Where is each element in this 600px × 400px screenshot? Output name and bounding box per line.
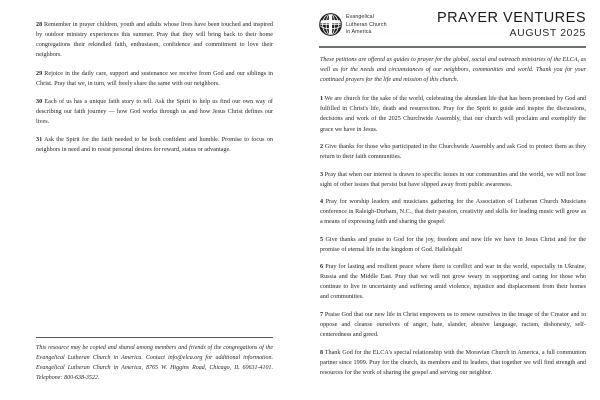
footer-divider bbox=[36, 337, 273, 338]
entry-number: 5 bbox=[320, 236, 324, 243]
entry-number: 7 bbox=[320, 311, 324, 318]
entry-number: 8 bbox=[320, 349, 324, 356]
footer-text: This resource may be copied and shared among members and friends of the congregations of the Evangelical Lutheran Church in America. Contact info@elca.org for additional information. Evangelical Lutheran Church in America, 8765 W. Higgins Road, Chicago, IL 60631-4101. Telephone: 800-638-3522. bbox=[36, 345, 273, 382]
entry-number: 3 bbox=[320, 171, 324, 178]
entry-text: Remember in prayer children, youth and adults whose lives have been touched and inspired by outdoor ministry experiences this summer. Pray that they will bring back to their home congregations their rekindled faith, enthusiasm, confidence and commitment to love their neighbors. bbox=[36, 22, 273, 59]
entry-number: 6 bbox=[320, 264, 324, 271]
elca-cross-globe-logo bbox=[319, 13, 342, 36]
entry-number: 4 bbox=[320, 199, 324, 206]
entry-text: Pray for worship leaders and musicians gathering for the Association of Lutheran Church Musicians conference in Raleigh-Durham, N.C., that their passion, creativity and skills for leading music will grow as a means of expressing faith and sharing the gospel. bbox=[320, 199, 587, 226]
prayer-entry bbox=[320, 235, 586, 255]
entry-number: 29 bbox=[36, 70, 43, 77]
entry-text: We are church for the sake of the world, celebrating the abundant life that has been promised by God and fulfilled in Christ's life, death and resurrection. Pray for the Spirit to guide and inspire the discussions, decisions and work of the 2025 Churchwide Assembly, that our church will proclaim and exemplify the grace we have in Jesus. bbox=[320, 96, 586, 133]
right-page-entry-list bbox=[320, 94, 586, 377]
prayer-entry bbox=[320, 310, 586, 340]
elca-brand bbox=[319, 11, 387, 37]
entry-number: 28 bbox=[36, 22, 43, 29]
brand-line: Lutheran Church bbox=[346, 21, 387, 28]
entry-text: Each of us has a unique faith story to tell. Ask the Spirit to help us find our own way of describing our faith journey — how God works through us and how Jesus Christ defines our lives. bbox=[36, 98, 273, 125]
left-page bbox=[0, 0, 290, 400]
brand-line: Evangelical bbox=[346, 14, 374, 20]
prayer-entry bbox=[36, 20, 273, 60]
prayer-entry bbox=[320, 348, 586, 378]
prayer-entry bbox=[36, 97, 273, 127]
page-gutter bbox=[290, 0, 310, 400]
entry-number: 1 bbox=[320, 96, 324, 103]
entry-text: Pray that when our interest is drawn to specific issues in our communities and the world, we will not lose sight of other issues that persist but have slipped away from public awareness. bbox=[320, 171, 586, 188]
header-divider bbox=[319, 46, 586, 48]
prayer-entry bbox=[36, 69, 273, 89]
entry-text: Give thanks and praise to God for the joy, freedom and new life we have in Jesus Christ and for the promise of eternal life in the kingdom of God. Hallelujah! bbox=[320, 236, 586, 253]
title-block bbox=[437, 11, 588, 39]
prayer-entry bbox=[320, 170, 586, 190]
page-title: PRAYER VENTURES bbox=[436, 10, 586, 26]
entry-number: 31 bbox=[36, 136, 43, 143]
brand-wordmark bbox=[346, 13, 387, 37]
entry-number: 2 bbox=[320, 144, 324, 151]
prayer-entry bbox=[320, 197, 586, 227]
prayer-entry bbox=[36, 135, 273, 155]
entry-text: Give thanks for those who participated in the Churchwide Assembly and ask God to protect them as they return to their faith communities. bbox=[320, 144, 586, 161]
entry-text: Rejoice in the daily care, support and sustenance we receive from God and our siblings in Christ. Pray that we, in turn, will freely share the same with our neighbors. bbox=[36, 70, 273, 87]
prayer-entry bbox=[320, 94, 586, 134]
brand-line: in America bbox=[346, 29, 372, 36]
copyright-footer bbox=[36, 337, 273, 390]
prayer-entry bbox=[320, 142, 586, 162]
intro-paragraph: These petitions are offered as guides to prayer for the global, social and outreach ministries of the ELCA, as well as for the needs and circumstances of our neighbors, communities and world. Thank you for your continued prayers for the life and mission of this church. bbox=[320, 56, 586, 83]
entry-text: Thank God for the ELCA's special relationship with the Moravian Church in America, a full communion partner since 1999. Pray for the church, its members and its leaders, that together we will find strength and resources for the work of sharing the gospel and serving our neighbor. bbox=[320, 349, 586, 376]
entry-number: 30 bbox=[36, 98, 43, 105]
entry-text: Ask the Spirit for the faith needed to be both confident and humble. Promise to focus on neighbors in need and to resist personal desires for reward, status or advantage. bbox=[36, 136, 273, 154]
right-page bbox=[310, 0, 600, 400]
left-page-entry-list bbox=[36, 20, 273, 155]
prayer-entry bbox=[320, 262, 586, 302]
entry-text: Pray for lasting and resilient peace where there is conflict and war in the world, especially in Ukraine, Russia and the Middle East. Pray that we will not grow weary in supporting and caring for those who continue to live in uncertainty and suffering amid violence, injustice and displacement from their homes and communities. bbox=[320, 264, 586, 301]
masthead bbox=[319, 11, 588, 39]
entry-text: Praise God that our new life in Christ empowers us to renew ourselves in the image of the Creator and to oppose and cleanse ourselves of anger, hate, slander, abusive language, racism, dishonesty, self-centeredness and greed. bbox=[320, 311, 586, 338]
page-subtitle: AUGUST 2025 bbox=[509, 27, 586, 40]
